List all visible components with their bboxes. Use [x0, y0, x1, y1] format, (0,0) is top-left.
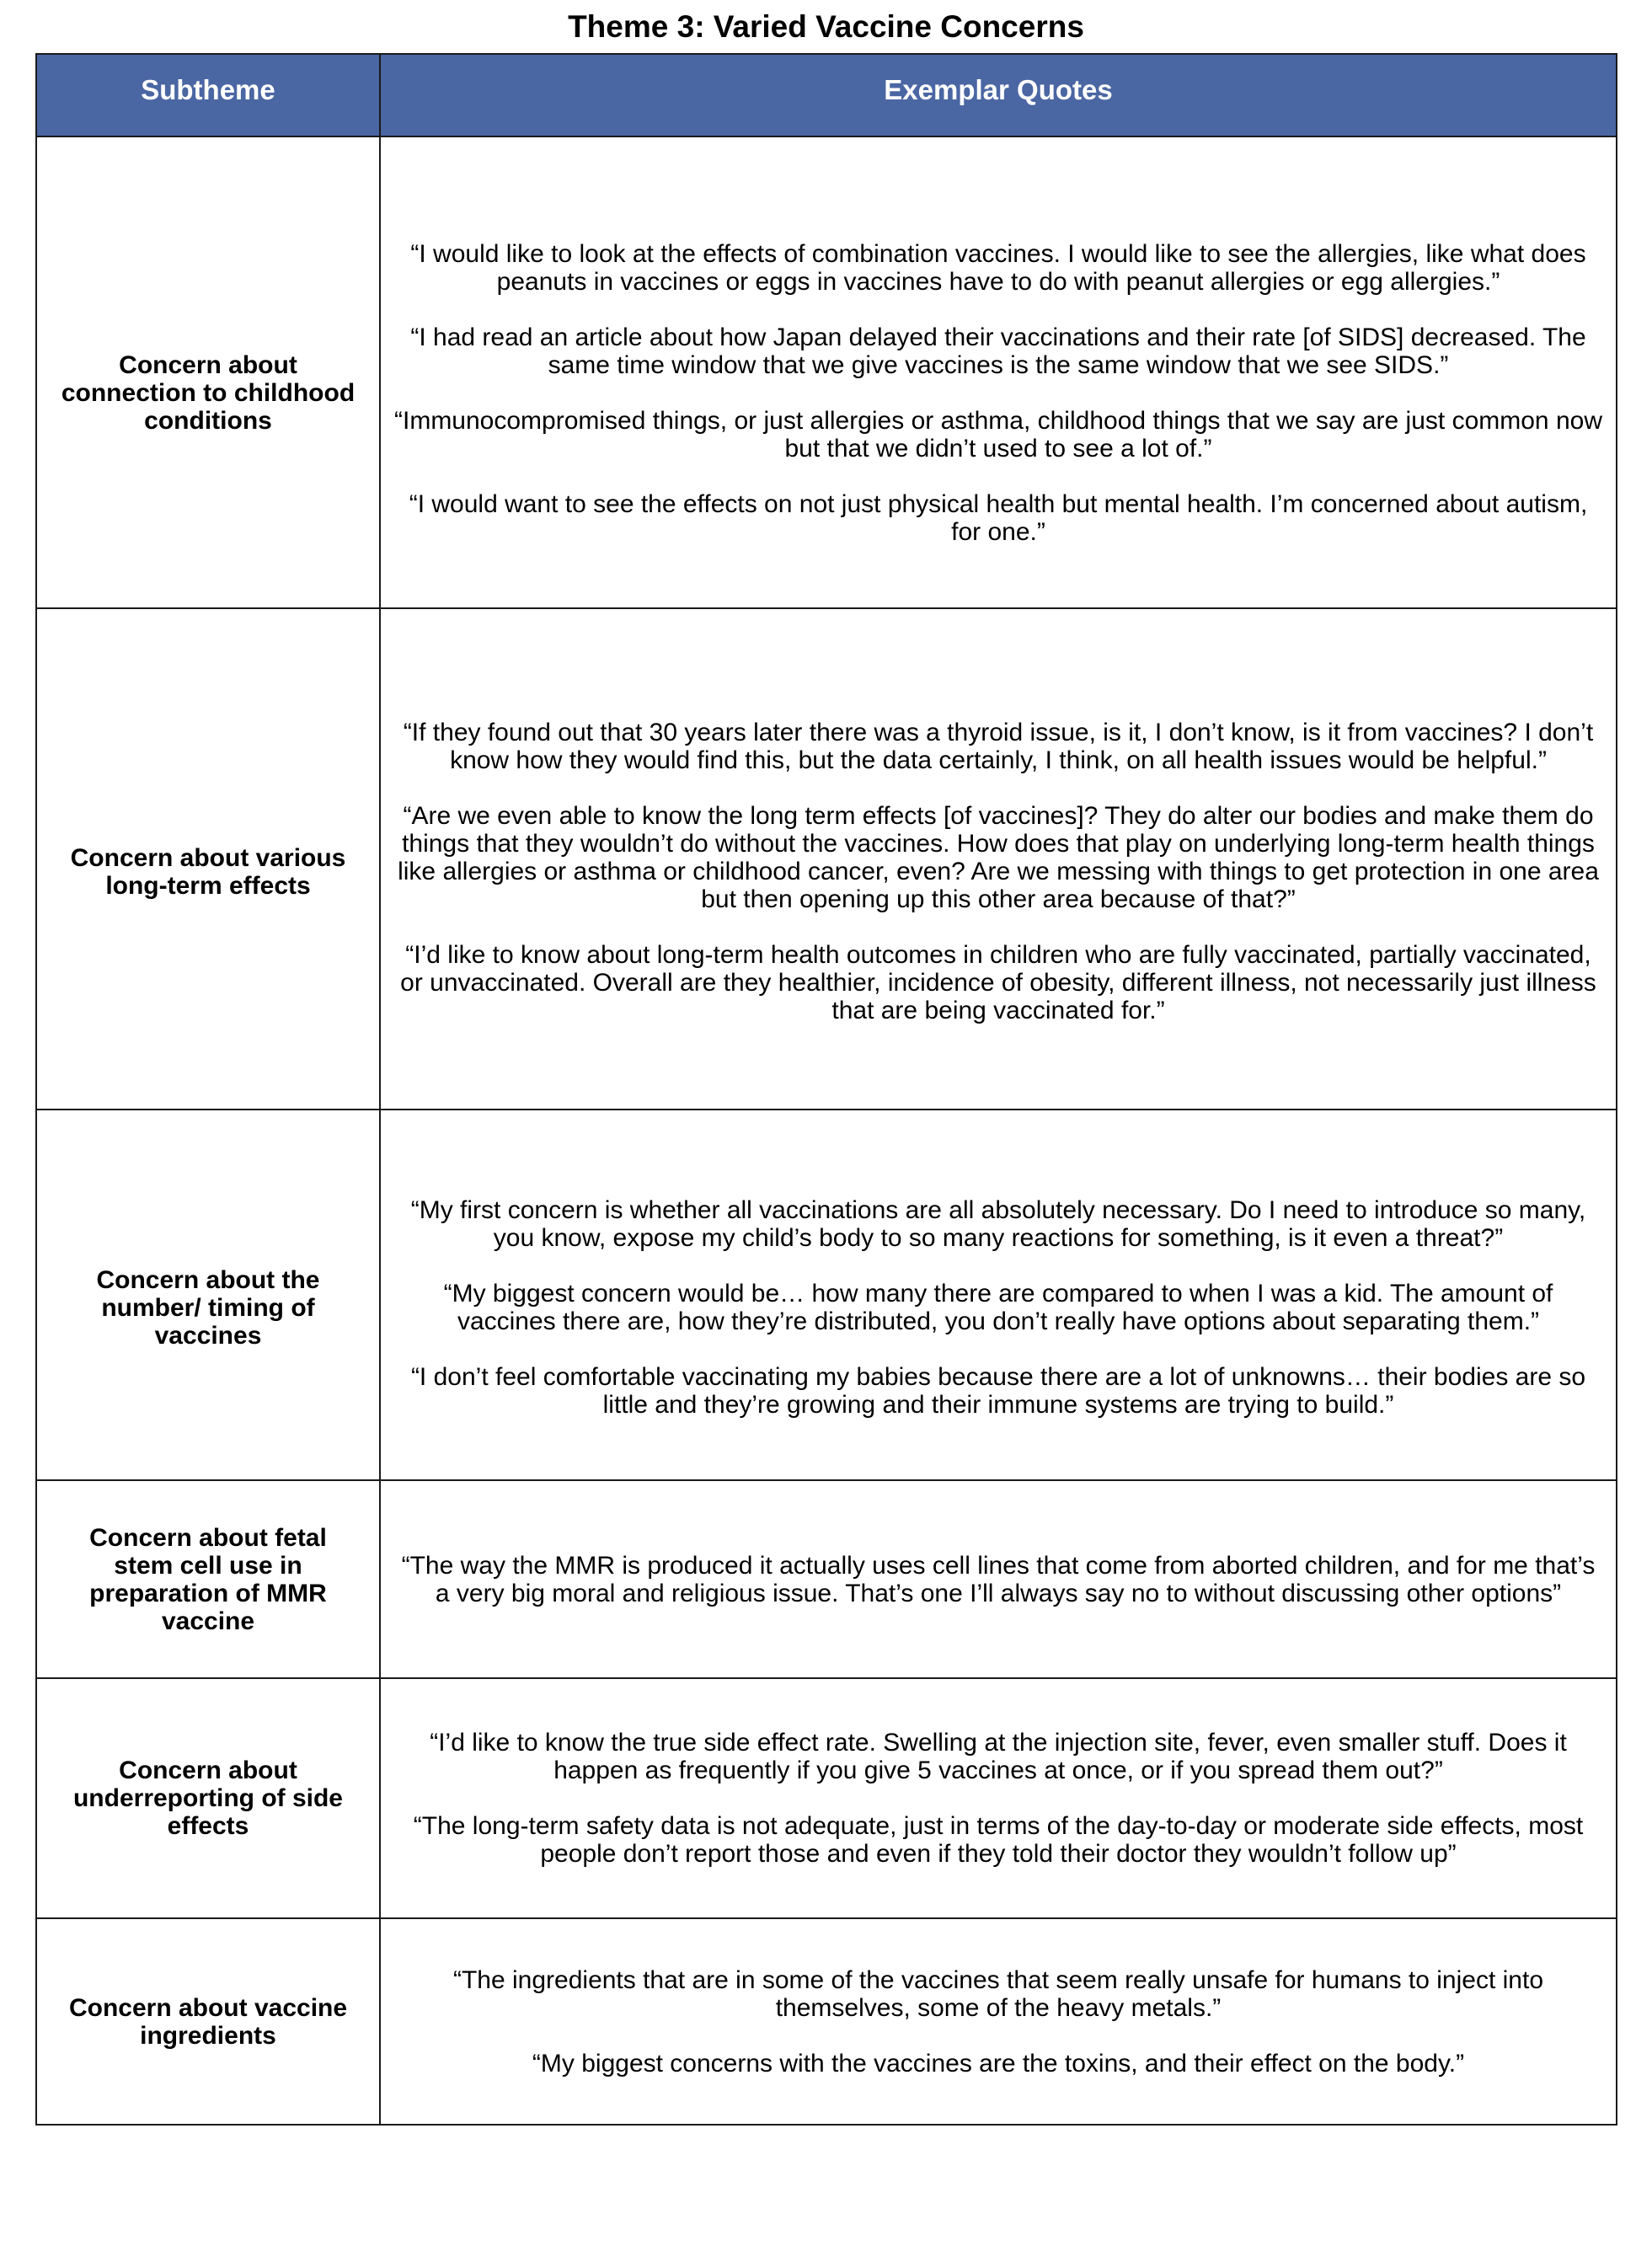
quote: “My biggest concern would be… how many there are compared to when I was a kid. The amount of vaccines there are, how they’re distributed, you don’t really have options about separating them.”	[443, 1280, 1553, 1335]
quotes-cell	[380, 1678, 1617, 1918]
quotes-cell	[380, 1110, 1617, 1480]
table-row	[36, 136, 1617, 608]
header-quotes: Exemplar Quotes	[380, 54, 1617, 136]
quote: “If they found out that 30 years later there was a thyroid issue, is it, I don’t know, is it from vaccines? I don’t know how they would find this, but the data certainly, I think, on all health issues would be helpful.”	[403, 719, 1594, 774]
quote: “The long-term safety data is not adequate, just in terms of the day-to-day or moderate side effects, most people don’t report those and even if they told their doctor they wouldn’t follow up”	[413, 1812, 1584, 1868]
quote: “Are we even able to know the long term effects [of vaccines]? They do alter our bodies and make them do things that they wouldn’t do without the vaccines. How does that play on underlying long-term health things like allergies or asthma or childhood cancer, even? Are we messing with things to get protection in one area but then opening up this other area because of that?”	[398, 802, 1599, 913]
quote: “I had read an article about how Japan delayed their vaccinations and their rate [of SIDS] decreased. The same time window that we give vaccines is the same window that we see SIDS.”	[410, 323, 1586, 379]
subtheme-cell: Concern about the number/ timing of vaccines	[36, 1110, 380, 1480]
quote: “The way the MMR is produced it actually uses cell lines that come from aborted children, and for me that’s a very big moral and religious issue. That’s one I’ll always say no to without discussing other options”	[401, 1551, 1596, 1607]
quote: “The ingredients that are in some of the vaccines that seem really unsafe for humans to inject into themselves, some of the heavy metals.”	[452, 1965, 1543, 2022]
table-row	[36, 1480, 1617, 1678]
subtheme-cell: Concern about vaccine ingredients	[36, 1918, 380, 2125]
subtheme-cell: Concern about underreporting of side effects	[36, 1678, 380, 1918]
quote: “I would want to see the effects on not just physical health but mental health. I’m concerned about autism, for one.”	[409, 489, 1588, 546]
quote: “I’d like to know about long-term health outcomes in children who are fully vaccinated, partially vaccinated, or unvaccinated. Overall are they healthier, incidence of obesity, different illness, not necessarily just illness that are being vaccinated for.”	[400, 941, 1596, 1024]
quotes-cell	[380, 608, 1617, 1110]
quote: “I don’t feel comfortable vaccinating my babies because there are a lot of unknowns… their bodies are so little and they’re growing and their immune systems are trying to build.”	[410, 1363, 1586, 1419]
quote: “I would like to look at the effects of combination vaccines. I would like to see the allergies, like what does peanuts in vaccines or eggs in vaccines have to do with peanut allergies or egg allergies.”	[410, 239, 1586, 296]
subtheme-cell: Concern about fetal stem cell use in preparation of MMR vaccine	[36, 1480, 380, 1678]
table-row	[36, 608, 1617, 1110]
quote: “My biggest concerns with the vaccines are the toxins, and their effect on the body.”	[532, 2049, 1465, 2078]
quote: “Immunocompromised things, or just allergies or asthma, childhood things that we say are just common now but that we didn’t used to see a lot of.”	[394, 406, 1602, 463]
header-subtheme: Subtheme	[36, 54, 380, 136]
header-row	[36, 54, 1617, 136]
table-row	[36, 1110, 1617, 1480]
quotes-cell	[380, 1480, 1617, 1678]
quote: “My first concern is whether all vaccinations are all absolutely necessary. Do I need to introduce so many, you know, expose my child’s body to so many reactions for something, is it even a threat?”	[410, 1196, 1586, 1252]
quotes-cell	[380, 1918, 1617, 2125]
quote: “I’d like to know the true side effect rate. Swelling at the injection site, fever, even smaller stuff. Does it happen as frequently if you give 5 vaccines at once, or if you spread them out?”	[430, 1729, 1567, 1784]
subtheme-cell: Concern about various long-term effects	[36, 608, 380, 1110]
quotes-cell	[380, 136, 1617, 608]
table-row	[36, 1678, 1617, 1918]
table-row	[36, 1918, 1617, 2125]
themes-table	[35, 53, 1617, 2126]
table-title: Theme 3: Varied Vaccine Concerns	[568, 9, 1084, 44]
subtheme-cell: Concern about connection to childhood conditions	[36, 136, 380, 608]
